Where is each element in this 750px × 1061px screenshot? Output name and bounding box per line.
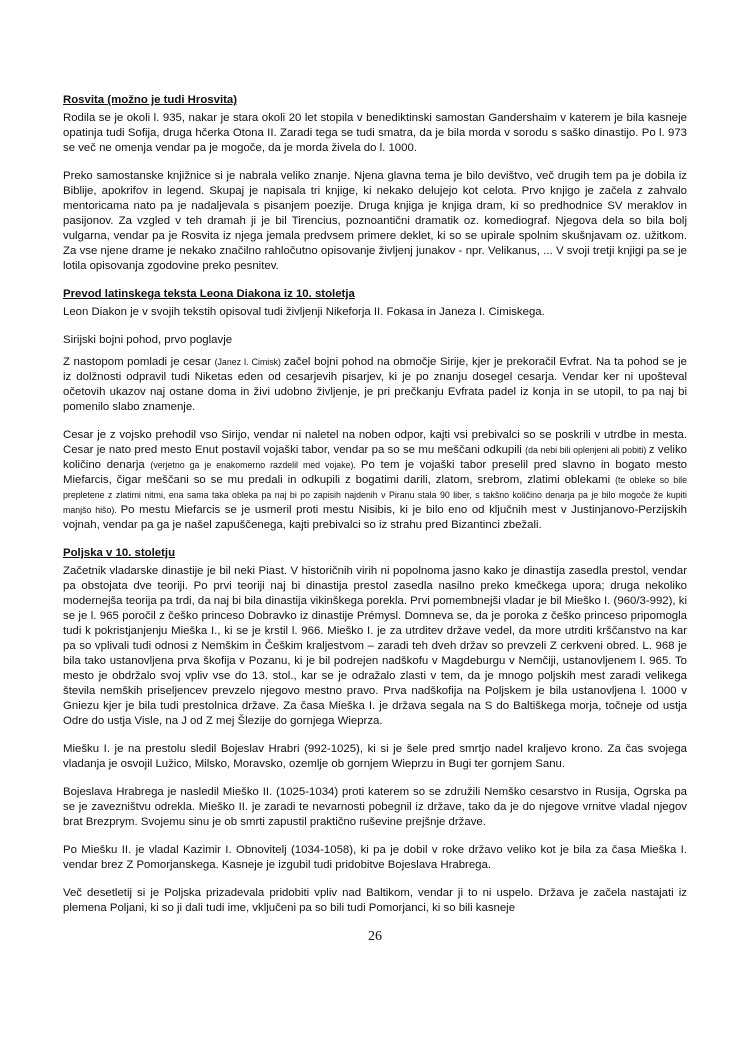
paragraph-poljska-1: Začetnik vladarske dinastije je bil neki Piast. V historičnih virih ni popolnoma jasno kako je dinastija zasedla prestol, vendar pa obstojata dve teoriji. Po prvi teoriji naj bi dinastija prestol zasedla nasilno preko kmečkega upora; druga nekoliko modernejša teorija pa trdi, da naj bi bila dinastija vikinškega porekla. Prvi pomembnejši vladar je bil Mieško I. (960/3-992), ki se je l. 965 poročil z češko princeso Dobravko iz dinastije Prémysl. Domneva se, da je poroka z češko princeso pripomogla tudi k pokristjanjenju Mieška I., ki se je krstil l. 966. Mieško I. je za utrditev države vedel, da more utrditi krščanstvo na kar pa so vplivali tudi odnosi z Nemškim in Češkim kraljestvom – zaradi teh dveh držav so prevzeli Z cerkveni obred. L. 968 je bila tako ustanovljena prva škofija v Pozanu, ki je bil podrejen nadškofu v Magdeburgu v Nemčiji, ustanovljenem l. 965. To mesto je obdržalo svoj vpliv vse do 13. stol., kar se je odražalo zlasti v tem, da je mnogo poljskih mest zaradi velikega števila nemških priseljencev prevzelo njegovo mestno pravo. Prva nadškofija na Poljskem je bila ustanovljena l. 1000 v Gniezu kjer je bila tudi prestolnica države. Za časa Mieška I. je država segala na S do Baltiškega morja, točneje od ustja Odre do ustja Visle, na J od Z mej Šlezije do gornjega Wieprza. — [63, 565, 687, 727]
text-run: Po tem je vojaški tabor preselil pred slavno in bogato mesto Miefarcis, čigar meščani so se mu predali in odkupili z bogatimi darili, zlatom, srebrom, zlatimi oblekami — [63, 459, 687, 486]
inline-note: (verjetno ga je enakomerno razdelil med vojake). — [150, 460, 361, 470]
inline-note: (te obleke so bile prepletene z zlatimi nitmi, ena sama taka obleka pa naj bi po zapisih najdenih v Piranu stala 90 liber, s takšno količino denarja pa je bilo mogoče že kupiti manjšo hišo). — [63, 475, 687, 515]
text-run: Cesar je z vojsko prehodil vso Sirijo, vendar ni naletel na noben odpor, kajti vsi prebivalci so se poskrili v utrdbe in mesta. Cesar je nato pred mesto Enut postavil vojaški tabor, vendar pa so se mu meščani odkupili — [63, 429, 687, 456]
heading-rosvita: Rosvita (možno je tudi Hrosvita) — [63, 94, 238, 106]
text-run: Z nastopom pomladi je cesar — [63, 356, 215, 368]
paragraph-rosvita-2: Preko samostanske knjižnice si je nabrala veliko znanje. Njena glavna tema je bilo devištvo, več drugih tem pa je dobila iz Biblije, apokrifov in legend. Skupaj je napisala tri knjige, ki nekako delujejo kot celota. Prvo knjigo je začela z zahvalo mentoricama nato pa je nadaljevala s pisanjem poezije. Druga knjiga je knjiga dram, ki so predhodnice SV meraklov in pasijonov. Za vzgled v teh dramah ji je bil Tirencius, poznoantični dramatik oz. komediograf. Njegova dela so bila bolj vulgarna, vendar pa je Rosvita iz njega jemala predvsem primere deklet, ki so se upirale spolnim skušnjavam oz. užitkom. Za vse njene drame je nekako značilno rahločutno opisovanje življenj junakov - npr. Velikanus, ... V svoji tretji knjigi pa se je lotila opisovanja zgodovine preko pesnitev. — [63, 170, 687, 272]
paragraph-sirijski-subtitle: Sirijski bojni pohod, prvo poglavje — [63, 334, 233, 346]
text-run: Po mestu Miefarcis se je usmeril proti mestu Nisibis, ki je bilo eno od ključnih mest v Justinjanovo-Perzijskih vojnah, vendar pa ga je našel zapuščenega, kajti prebivalci so iz strahu pred Bizantinci zbežali. — [63, 504, 687, 531]
paragraph-rosvita-1: Rodila se je okoli l. 935, nakar je stara okoli 20 let stopila v benediktinski samostan Gandershaim v katerem je bila kasneje opatinja tudi Sofija, druga hčerka Otona II. Zaradi tega se tudi smatra, da je bila morda v sorodu s saško dinastijo. Po l. 973 se več ne omenja vendar pa je mogoče, da je morda živela do l. 1000. — [63, 112, 687, 154]
paragraph-poljska-2: Miešku I. je na prestolu sledil Bojeslav Hrabri (992-1025), ki si je šele pred smrtjo nadel kraljevo krono. Za čas svojega vladanja je osvojil Lužico, Milsko, Moravsko, ozemlje ob gornjem Wieprzu in Bugi ter gornjem Sanu. — [63, 743, 687, 770]
paragraph-prevod-2 — [63, 428, 687, 533]
paragraph-prevod-1 — [63, 355, 687, 415]
page-number: 26 — [368, 929, 382, 944]
heading-prevod-diakon: Prevod latinskega teksta Leona Diakona iz 10. stoletja — [63, 288, 355, 300]
paragraph-prevod-intro: Leon Diakon je v svojih tekstih opisoval tudi življenji Nikeforja II. Fokasa in Janeza I. Cimiskega. — [63, 306, 545, 318]
inline-note: (Janez I. Cimisk) — [214, 357, 284, 367]
text-run: z veliko količino denarja — [63, 444, 687, 471]
inline-note: (da nebi bili oplenjeni ali pobiti) — [525, 445, 649, 455]
paragraph-poljska-3: Bojeslava Hrabrega je nasledil Mieško II. (1025-1034) proti katerem so se združili Nemško cesarstvo in Rusija, Ogrska pa se je zavezništvu odrekla. Mieško II. je zaradi te nevarnosti pobegnil iz države, tako da je do njegove vrnitve vladal njegov brat Brezprym. Svojemu sinu je ob smrti zapustil praktično ruševine prejšnje države. — [63, 786, 687, 828]
paragraph-poljska-4: Po Miešku II. je vladal Kazimir I. Obnovitelj (1034-1058), ki pa je dobil v roke državo veliko kot je bila za časa Mieška I. vendar brez Z Pomorjanskega. Kasneje je izgubil tudi pridobitve Bojeslava Hrabrega. — [63, 844, 687, 871]
heading-poljska: Poljska v 10. stoletju — [63, 547, 176, 559]
paragraph-poljska-5: Več desetletij si je Poljska prizadevala pridobiti vpliv nad Baltikom, vendar ji to ni uspelo. Država je začela nastajati iz plemena Poljani, ki so ji dali tudi ime, vključeni pa so bili tudi Pomorjanci, ki so bili kasneje — [63, 887, 687, 914]
text-run: začel bojni pohod na območje Sirije, kjer je prekoračil Evfrat. Na ta pohod se je iz dolžnosti odpravil tudi Niketas eden od cesarjevih pisarjev, ki je po znanju dosegel cesarja. Vendar ker ni upošteval očetovih ukazov naj ostane doma in živi udobno življenje, je pri prečkanju Evfrata padel iz konja in se utopil, to pa naj bi pomenilo slabo znamenje. — [63, 356, 687, 413]
